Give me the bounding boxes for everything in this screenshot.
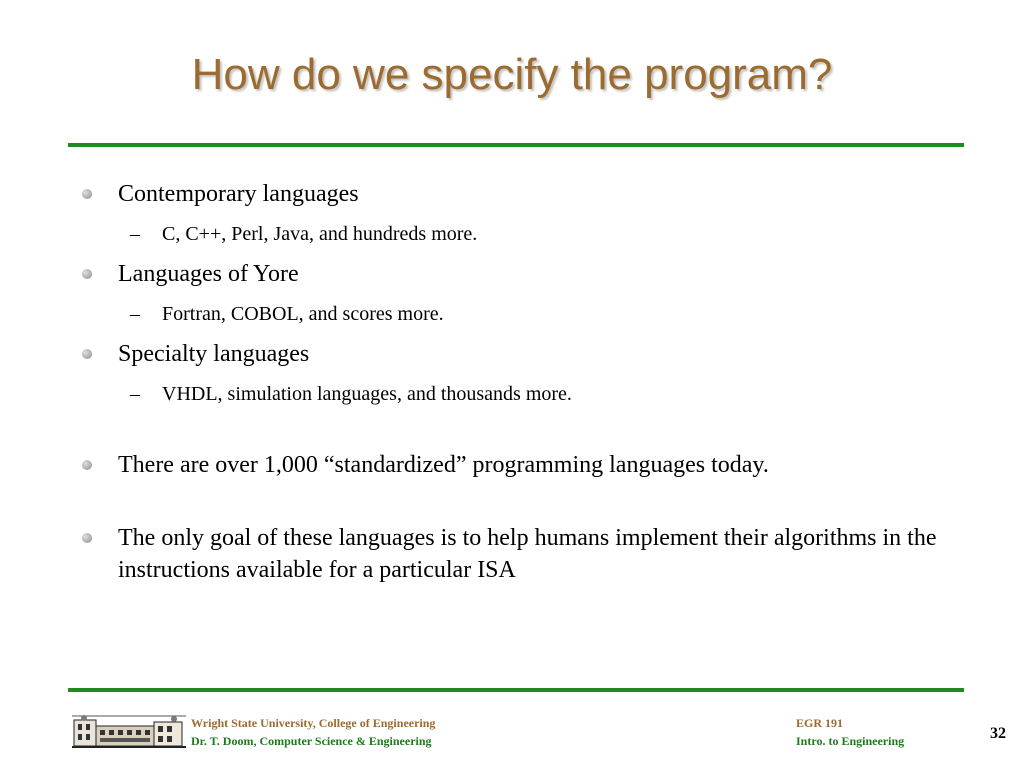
bullet-list	[80, 178, 940, 586]
bullet-dot-icon	[82, 460, 92, 470]
dash-icon: –	[130, 223, 140, 245]
bullet-text: Contemporary languages	[118, 181, 359, 207]
bullet-text: There are over 1,000 “standardized” programming languages today.	[118, 452, 769, 478]
university-building-logo-icon	[70, 712, 188, 750]
bullet-dot-icon	[82, 349, 92, 359]
spacer	[80, 408, 940, 449]
bullet-dot-icon	[82, 189, 92, 199]
sub-bullet-text: C, C++, Perl, Java, and hundreds more.	[162, 223, 478, 245]
dash-icon: –	[130, 383, 140, 405]
footer-divider	[68, 688, 964, 692]
footer-organization	[191, 714, 435, 750]
sub-bullet-item	[80, 300, 940, 328]
sub-bullet-text: VHDL, simulation languages, and thousands more.	[162, 383, 572, 405]
slide-title: How do we specify the program?	[191, 50, 833, 99]
bullet-item	[80, 178, 940, 210]
spacer	[80, 328, 940, 338]
sub-bullet-item	[80, 380, 940, 408]
bullet-dot-icon	[82, 269, 92, 279]
sub-bullet-text: Fortran, COBOL, and scores more.	[162, 303, 444, 325]
page-number: 32	[990, 725, 1006, 742]
bullet-item	[80, 522, 940, 586]
title-divider	[68, 143, 964, 147]
bullet-item	[80, 338, 940, 370]
footer-course	[796, 714, 904, 750]
footer-org-line1: Wright State University, College of Engineering	[191, 716, 436, 730]
spacer	[80, 248, 940, 258]
footer-course-line1: EGR 191	[796, 716, 844, 730]
spacer	[80, 481, 940, 522]
footer-org-line2: Dr. T. Doom, Computer Science & Engineering	[191, 734, 432, 748]
footer-course-line2: Intro. to Engineering	[796, 734, 905, 748]
bullet-dot-icon	[82, 533, 92, 543]
dash-icon: –	[130, 303, 140, 325]
bullet-item	[80, 258, 940, 290]
bullet-text: The only goal of these languages is to help humans implement their algorithms in the instructions available for a particular ISA	[118, 525, 937, 583]
sub-bullet-item	[80, 220, 940, 248]
bullet-item	[80, 449, 940, 481]
bullet-text: Languages of Yore	[118, 261, 299, 287]
bullet-text: Specialty languages	[118, 341, 310, 367]
